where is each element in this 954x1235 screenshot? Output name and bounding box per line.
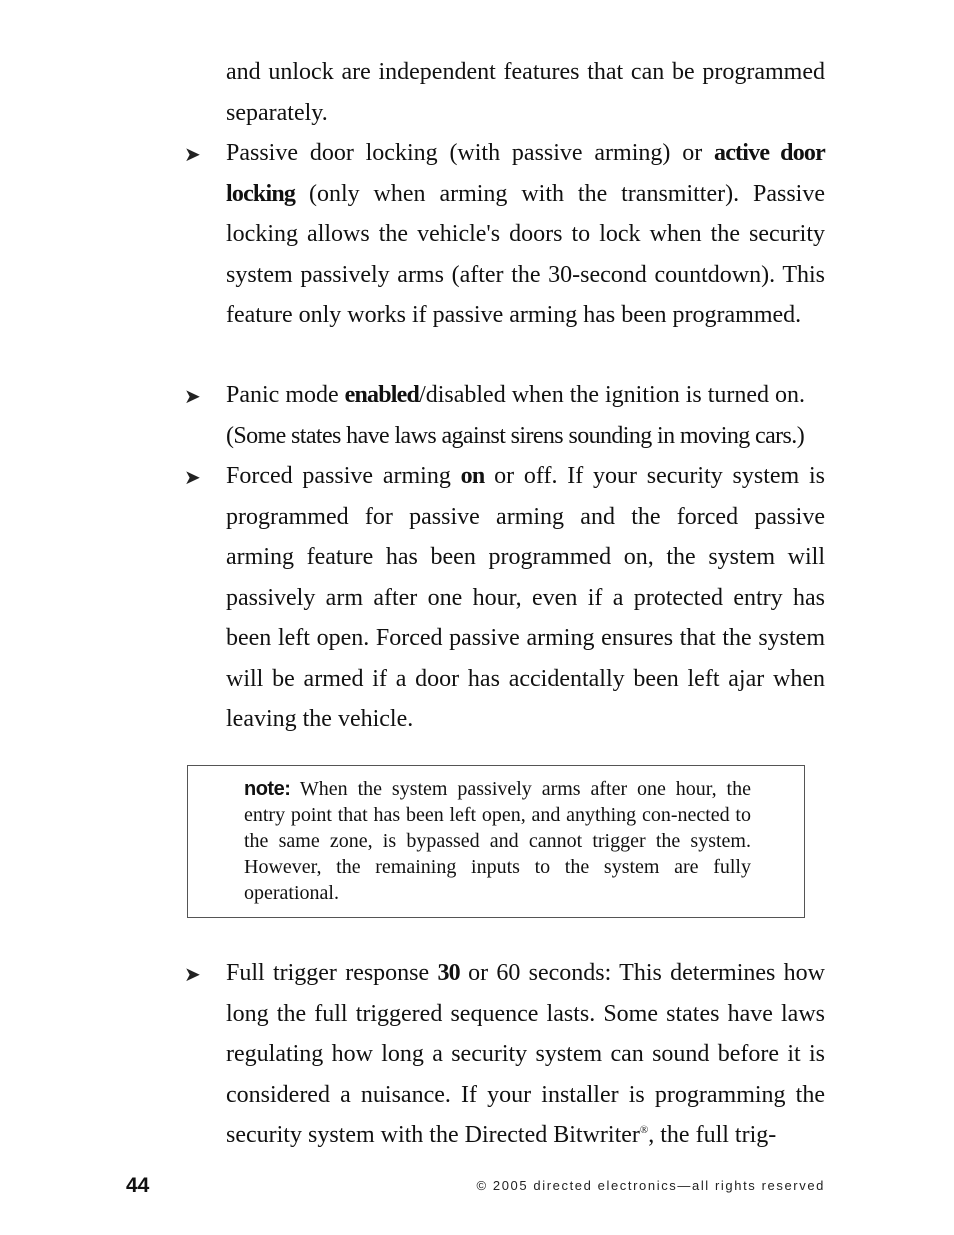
note-box bbox=[187, 765, 805, 918]
page-number: 44 bbox=[126, 1174, 150, 1197]
bullet-text-pre: Passive door locking (with passive arming) or bbox=[226, 140, 714, 166]
bullet-text-pre: Full trigger response bbox=[226, 960, 438, 986]
bullet-emphasis: 30 bbox=[437, 960, 460, 986]
arrow-bullet-icon: ➤ bbox=[184, 962, 201, 986]
bullet-emphasis: on bbox=[460, 463, 485, 489]
bullet-text-post: or 60 seconds: This determines how long the full triggered sequence lasts. Some states have laws regulating how long a security system can sound before it is considered a nuisance. If your installer is programming the security system with the Directed Bitwriter bbox=[226, 960, 825, 1148]
bullet-text-post: /disabled when the ignition is turned on. bbox=[419, 382, 806, 408]
note-body: When the system passively arms after one hour, the entry point that has been left open, and anything con-nected to the same zone, is bypassed and cannot trigger the system. However, the remaining inputs to the system are fully operational. bbox=[244, 778, 751, 904]
bullet-text-post: (only when arming with the transmitter). Passive locking allows the vehicle's doors to lock when the security system passively arms (after the 30-second countdown). This feature only works if passive arming has been programmed. bbox=[226, 180, 825, 328]
note-text bbox=[244, 776, 751, 906]
bullet-text-post: or off. If your security system is programmed for passive arming and the forced passive arming feature has been programmed on, the system will passively arm after one hour, even if a protected entry has been left open. Forced passive arming ensures that the system will be armed if a door has accidentally been left ajar when leaving the vehicle. bbox=[226, 463, 826, 732]
bullet-panic-mode bbox=[226, 375, 825, 456]
copyright-footer: © 2005 directed electronics—all rights reserved bbox=[476, 1178, 825, 1193]
bullet-text-pre: Panic mode bbox=[226, 382, 345, 408]
bullet-emphasis: active door locking bbox=[226, 140, 825, 207]
bullet-full-trigger-response bbox=[226, 953, 825, 1156]
bullet-emphasis: enabled bbox=[344, 382, 420, 408]
bullet-extra-line: (Some states have laws against sirens sounding in moving cars.) bbox=[226, 422, 805, 449]
registered-mark: ® bbox=[639, 1124, 649, 1136]
note-label: note: bbox=[244, 778, 291, 800]
arrow-bullet-icon: ➤ bbox=[184, 384, 201, 408]
intro-paragraph: and unlock are independent features that can be programmed separately. bbox=[226, 59, 825, 126]
arrow-bullet-icon: ➤ bbox=[184, 142, 201, 166]
bullet-passive-door-locking bbox=[226, 133, 825, 336]
bullet-text-pre: Forced passive arming bbox=[226, 463, 461, 489]
bullet-line bbox=[226, 375, 825, 416]
arrow-bullet-icon: ➤ bbox=[184, 465, 201, 489]
bullet-text-tail: , the full trig- bbox=[648, 1122, 777, 1148]
bullet-forced-passive-arming bbox=[226, 456, 825, 740]
